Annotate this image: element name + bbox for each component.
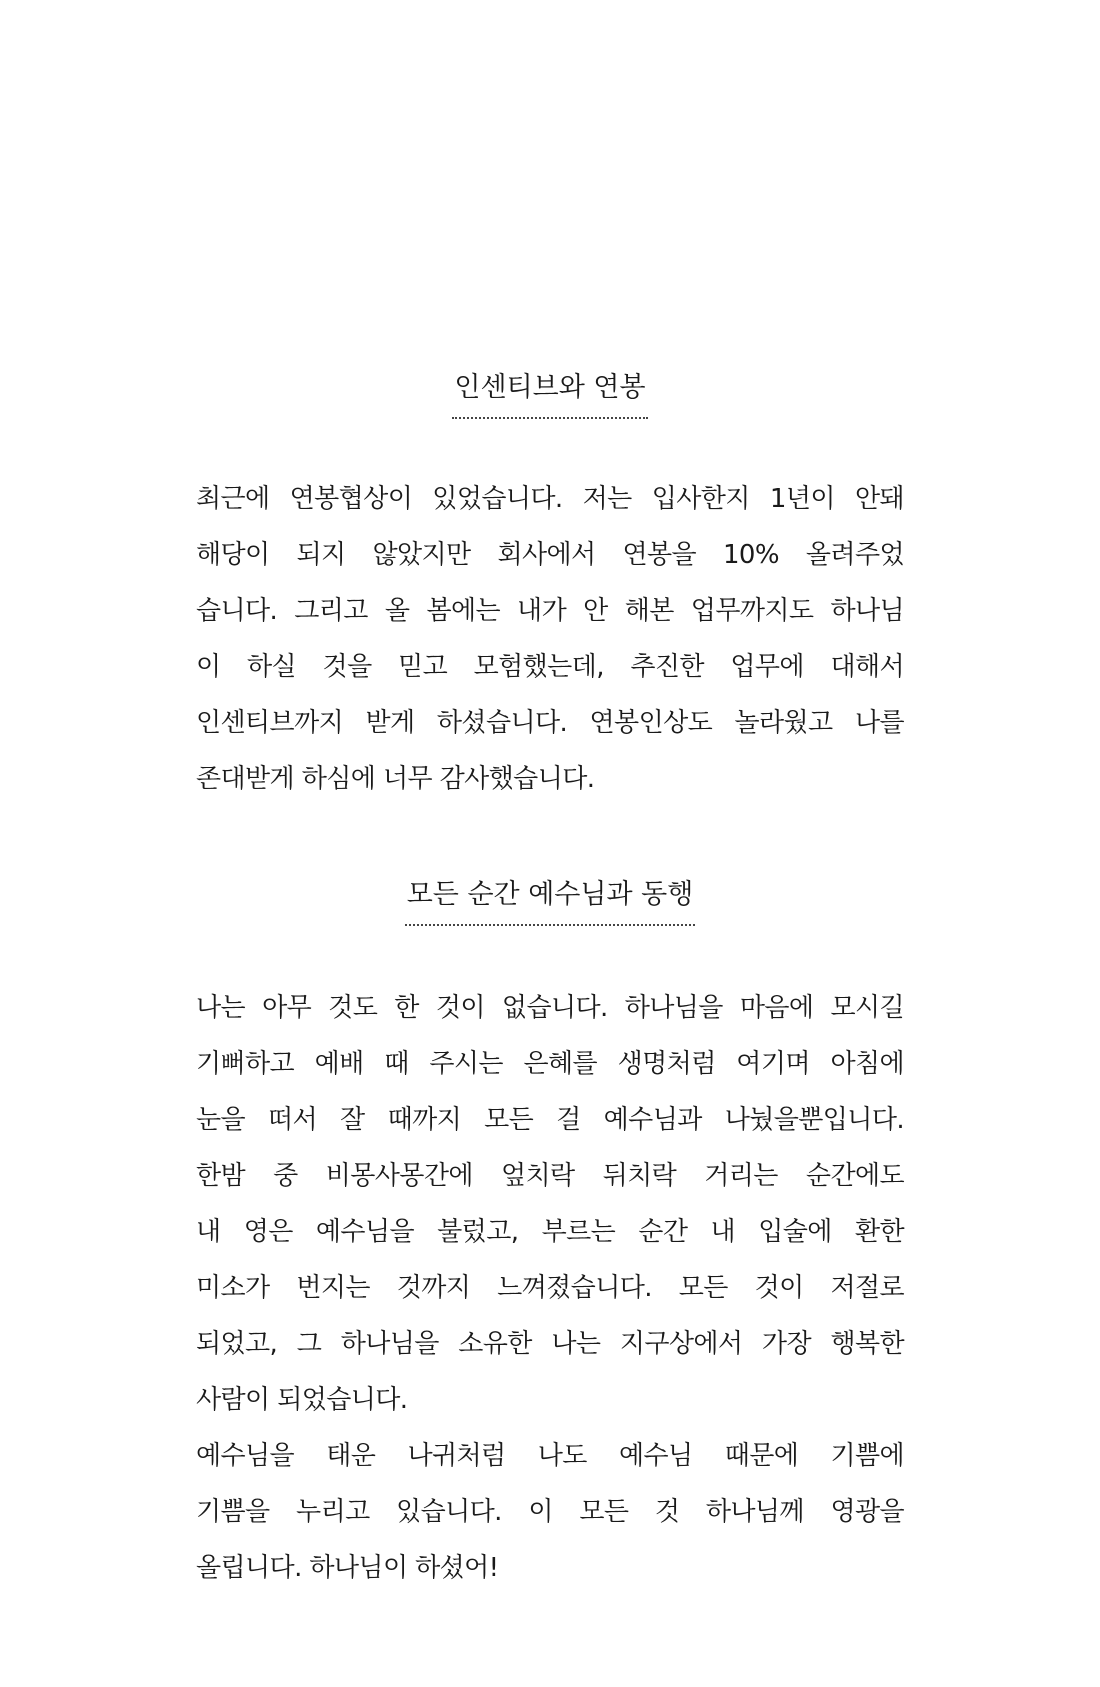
body-line: 이 하실 것을 믿고 모험했는데, 추진한 업무에 대해서 bbox=[196, 652, 904, 682]
body-line: 한밤 중 비몽사몽간에 엎치락 뒤치락 거리는 순간에도 bbox=[196, 1161, 904, 1191]
section-body bbox=[196, 471, 904, 807]
section-title-text: 모든 순간 예수님과 동행 bbox=[405, 881, 696, 926]
section-title-text: 인센티브와 연봉 bbox=[452, 374, 647, 419]
body-line: 기쁨을 누리고 있습니다. 이 모든 것 하나님께 영광을 bbox=[196, 1497, 904, 1527]
body-line: 내 영은 예수님을 불렀고, 부르는 순간 내 입술에 환한 bbox=[196, 1217, 904, 1247]
body-line: 인센티브까지 받게 하셨습니다. 연봉인상도 놀라웠고 나를 bbox=[196, 708, 904, 738]
body-line: 예수님을 태운 나귀처럼 나도 예수님 때문에 기쁨에 bbox=[196, 1441, 904, 1471]
section-body bbox=[196, 980, 904, 1596]
body-line: 미소가 번지는 것까지 느껴졌습니다. 모든 것이 저절로 bbox=[196, 1273, 904, 1303]
body-line: 존대받게 하심에 너무 감사했습니다. bbox=[196, 764, 595, 794]
section-title bbox=[0, 374, 1100, 419]
body-line: 습니다. 그리고 올 봄에는 내가 안 해본 업무까지도 하나님 bbox=[196, 596, 904, 626]
body-line: 기뻐하고 예배 때 주시는 은혜를 생명처럼 여기며 아침에 bbox=[196, 1049, 904, 1079]
section-title bbox=[0, 881, 1100, 926]
body-line: 사람이 되었습니다. bbox=[196, 1385, 408, 1415]
body-line: 올립니다. 하나님이 하셨어! bbox=[196, 1553, 499, 1583]
body-line: 나는 아무 것도 한 것이 없습니다. 하나님을 마음에 모시길 bbox=[196, 993, 904, 1023]
body-line: 되었고, 그 하나님을 소유한 나는 지구상에서 가장 행복한 bbox=[196, 1329, 904, 1359]
body-line: 눈을 떠서 잘 때까지 모든 걸 예수님과 나눴을뿐입니다. bbox=[196, 1105, 904, 1135]
body-line: 해당이 되지 않았지만 회사에서 연봉을 10% 올려주었 bbox=[196, 540, 904, 570]
body-line: 최근에 연봉협상이 있었습니다. 저는 입사한지 1년이 안돼 bbox=[196, 484, 904, 514]
